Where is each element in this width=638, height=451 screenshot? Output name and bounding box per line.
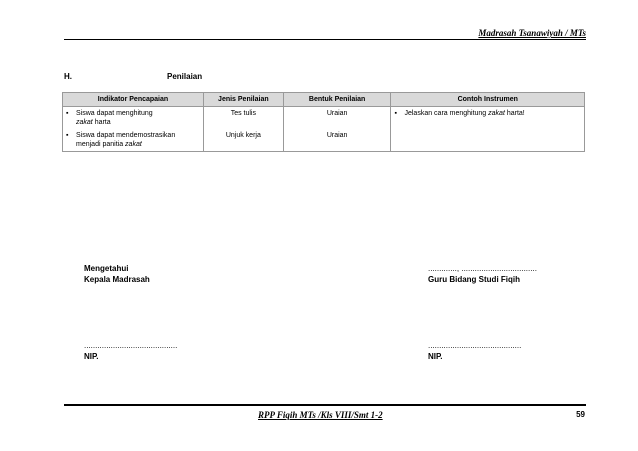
signature-right-dots: .......................................... (428, 341, 522, 350)
indicator-text: Siswa dapat mendemostrasikan menjadi panitia (76, 132, 176, 148)
indicator-suffix: harta (94, 119, 111, 126)
signature-mengetahui: Mengetahui (84, 264, 129, 273)
section-number: H. (64, 72, 72, 81)
signature-right-top (428, 263, 537, 285)
instrumen-italic: zakat (488, 110, 505, 117)
indicator-italic: zakat (125, 141, 142, 148)
col-header-indikator: Indikator Pencapaian (63, 93, 204, 107)
indicator-text: Siswa dapat menghitung (76, 110, 153, 117)
cell-bentuk: Uraian (283, 129, 391, 152)
section-label: Penilaian (167, 72, 203, 81)
table-header-row (63, 93, 585, 107)
signature-left-top (84, 263, 150, 285)
col-header-instrumen: Contoh Instrumen (391, 93, 585, 107)
header-rule (64, 39, 586, 40)
cell-instrumen (391, 129, 585, 152)
table-row (63, 129, 585, 152)
signature-right-bottom (428, 340, 521, 362)
bullet-icon: ▪ (394, 110, 397, 117)
signature-right-nip: NIP. (428, 352, 443, 361)
assessment-table (62, 92, 585, 152)
cell-bentuk: Uraian (283, 107, 391, 130)
signature-left-nip: NIP. (84, 352, 99, 361)
signature-guru: Guru Bidang Studi Fiqih (428, 275, 520, 284)
bullet-icon: ▪ (66, 110, 69, 117)
instrumen-suffix: harta! (506, 110, 525, 117)
header-title: Madrasah Tsanawiyah / MTs (478, 28, 586, 38)
col-header-jenis: Jenis Penilaian (203, 93, 283, 107)
signature-left-bottom (84, 340, 177, 362)
instrumen-text: Jelaskan cara menghitung (404, 110, 487, 117)
table-row (63, 107, 585, 130)
footer-rule (64, 404, 586, 406)
page-number: 59 (576, 410, 585, 419)
cell-indikator (63, 107, 204, 130)
cell-instrumen (391, 107, 585, 130)
signature-place-date: ............., .................................. (428, 264, 537, 273)
signature-kepala: Kepala Madrasah (84, 275, 150, 284)
cell-jenis: Tes tulis (203, 107, 283, 130)
col-header-bentuk: Bentuk Penilaian (283, 93, 391, 107)
bullet-icon: ▪ (66, 132, 69, 139)
cell-indikator (63, 129, 204, 152)
signature-left-dots: .......................................... (84, 341, 178, 350)
footer-title: RPP Fiqih MTs /Kls VIII/Smt 1-2 (258, 410, 383, 420)
cell-jenis: Unjuk kerja (203, 129, 283, 152)
indicator-italic: zakat (76, 119, 93, 126)
